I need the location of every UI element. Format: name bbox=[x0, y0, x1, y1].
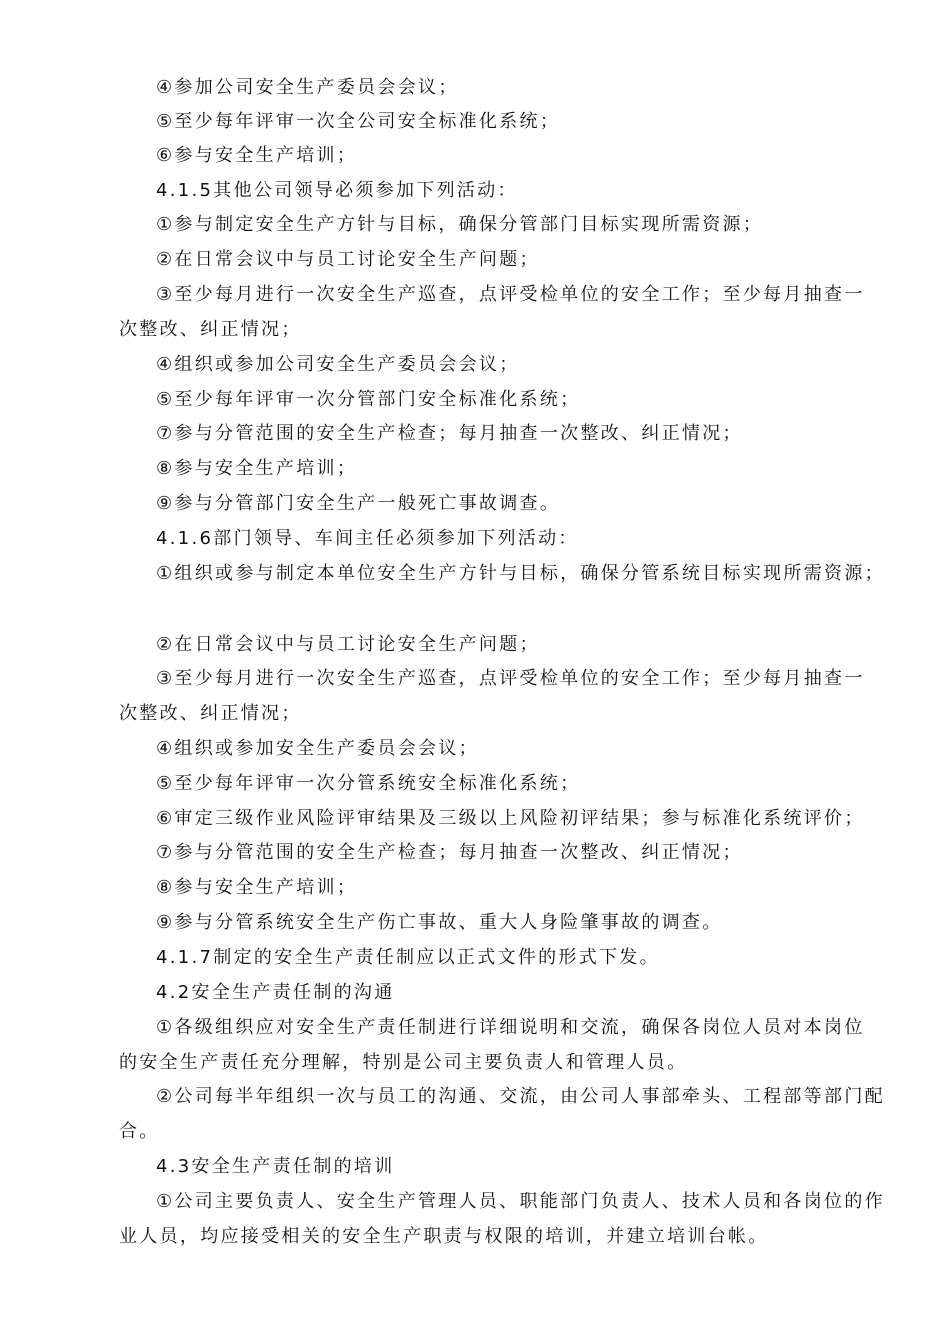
text-line: 次整改、纠正情况； bbox=[119, 319, 302, 340]
text-line: ①参与制定安全生产方针与目标，确保分管部门目标实现所需资源； bbox=[156, 214, 764, 235]
section-heading: 4.2安全生产责任制的沟通 bbox=[156, 982, 395, 1003]
text-line: ③至少每月进行一次安全生产巡查，点评受检单位的安全工作；至少每月抽查一 bbox=[156, 284, 865, 305]
text-line: ⑥审定三级作业风险评审结果及三级以上风险初评结果；参与标准化系统评价； bbox=[156, 808, 865, 829]
text-line: 业人员，均应接受相关的安全生产职责与权限的培训，并建立培训台帐。 bbox=[119, 1226, 769, 1247]
text-line: ⑦参与分管范围的安全生产检查；每月抽查一次整改、纠正情况； bbox=[156, 842, 743, 863]
text-line: ④组织或参加安全生产委员会会议； bbox=[156, 738, 479, 759]
text-line: 合。 bbox=[119, 1121, 160, 1142]
section-heading: 4.1.5其他公司领导必须参加下列活动： bbox=[156, 180, 518, 201]
text-line: ②在日常会议中与员工讨论安全生产问题； bbox=[156, 634, 540, 655]
text-line: ⑤至少每年评审一次分管部门安全标准化系统； bbox=[156, 389, 581, 410]
text-line: ⑦参与分管范围的安全生产检查；每月抽查一次整改、纠正情况； bbox=[156, 423, 743, 444]
text-line: ①组织或参与制定本单位安全生产方针与目标，确保分管系统目标实现所需资源； bbox=[156, 563, 885, 584]
text-line: ①公司主要负责人、安全生产管理人员、职能部门负责人、技术人员和各岗位的作 bbox=[156, 1191, 885, 1212]
text-line: ⑨参与分管系统安全生产伤亡事故、重大人身险肇事故的调查。 bbox=[156, 912, 723, 933]
text-line: ④参加公司安全生产委员会会议； bbox=[156, 77, 459, 98]
text-line: ⑧参与安全生产培训； bbox=[156, 458, 358, 479]
text-line: 次整改、纠正情况； bbox=[119, 703, 302, 724]
text-line: ⑧参与安全生产培训； bbox=[156, 877, 358, 898]
text-line: 4.1.7制定的安全生产责任制应以正式文件的形式下发。 bbox=[156, 947, 660, 968]
text-line: ⑤至少每年评审一次全公司安全标准化系统； bbox=[156, 111, 561, 132]
text-line: ①各级组织应对安全生产责任制进行详细说明和交流，确保各岗位人员对本岗位 bbox=[156, 1017, 865, 1038]
text-line: ⑥参与安全生产培训； bbox=[156, 145, 358, 166]
section-heading: 4.3安全生产责任制的培训 bbox=[156, 1156, 395, 1177]
text-line: ④组织或参加公司安全生产委员会会议； bbox=[156, 354, 520, 375]
section-heading: 4.1.6部门领导、车间主任必须参加下列活动： bbox=[156, 528, 579, 549]
text-line: 的安全生产责任充分理解，特别是公司主要负责人和管理人员。 bbox=[119, 1052, 688, 1073]
text-line: ②在日常会议中与员工讨论安全生产问题； bbox=[156, 249, 540, 270]
text-line: ⑨参与分管部门安全生产一般死亡事故调查。 bbox=[156, 493, 561, 514]
text-line: ②公司每半年组织一次与员工的沟通、交流，由公司人事部牵头、工程部等部门配 bbox=[156, 1086, 885, 1107]
text-line: ⑤至少每年评审一次分管系统安全标准化系统； bbox=[156, 773, 581, 794]
text-line: ③至少每月进行一次安全生产巡查，点评受检单位的安全工作；至少每月抽查一 bbox=[156, 668, 865, 689]
